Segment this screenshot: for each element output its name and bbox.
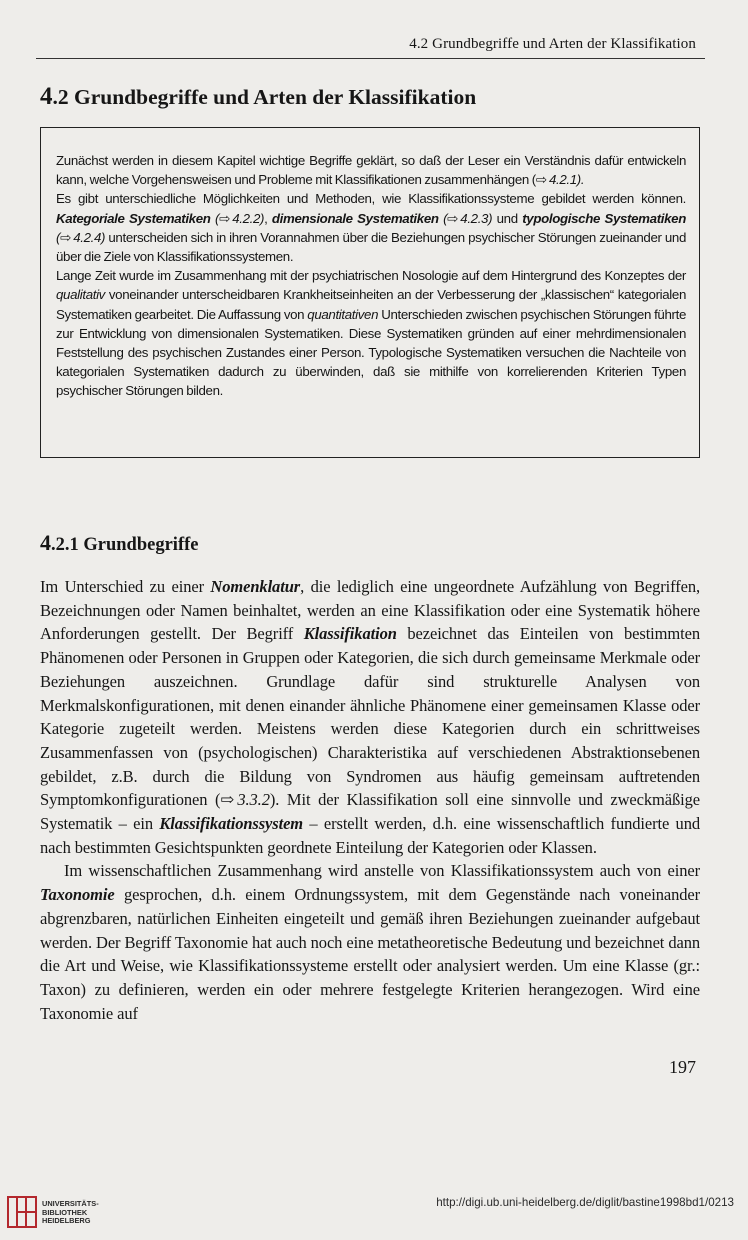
section-title-text: Grundbegriffe und Arten der Klassifikation [74, 85, 477, 109]
right-arrow-icon: ⇨ [535, 172, 547, 188]
body-span: bezeichnet das Einteilen von bestimmten Phänomenen oder Personen in Gruppen oder Kategorien, die sich durch gemeinsame Merkmale oder Beziehungen auszeichnen. Grundlage dafür sind strukturelle Analysen von Merkmalskonfigurationen, mit denen einander ähnliche Phänomene einer gemeinsamen Klasse oder Kategorie zugeteilt werden. Meistens werden diese Kategorien durch ein schrittweises Zusammenfassen von (psychologischen) Charakteristika auf verschiedenen Abstraktionsebenen gebildet, z.B. durch die Bildung von Syndromen aus häufig gemeinsam auftretenden Symptomkonfigurationen ( [40, 624, 700, 810]
body-span: Im wissenschaftlichen Zusammenhang wird anstelle von Klassifikationssystem auch von einer [64, 861, 700, 881]
term-klassifikationssystem: Klassifikationssystem [159, 814, 304, 834]
body-paragraph-2 [40, 859, 700, 1025]
summary-text: voneinander unterscheidbaren Krankheitseinheiten an der Verbesserung der „klassischen“ kategorialen Systematiken gearbeitet. Die Auffassung von [56, 287, 686, 322]
library-name: UNIVERSITÄTS- BIBLIOTHEK HEIDELBERG [42, 1199, 99, 1225]
term-qualitativ: qualitativ [56, 287, 105, 303]
summary-text: Lange Zeit wurde im Zusammenhang mit der psychiatrischen Nosologie auf dem Hintergrund des Konzeptes der [56, 268, 686, 284]
cross-reference[interactable]: 3.3.2 [237, 790, 270, 810]
right-arrow-icon: ⇨ [60, 229, 71, 245]
right-arrow-icon: ⇨ [447, 210, 458, 226]
section-title [40, 83, 476, 111]
term-typologische: typologische Systematiken [522, 210, 686, 226]
cross-reference[interactable]: 4.2.2 [232, 210, 261, 226]
header-rule [36, 58, 705, 59]
subsection-number-major: 4 [40, 530, 51, 555]
summary-text: , [264, 210, 272, 226]
term-nomenklatur: Nomenklatur [210, 577, 301, 596]
summary-paragraph-1 [56, 151, 686, 189]
subsection-title-text: Grundbegriffe [83, 535, 199, 555]
summary-text: Unterschieden zwischen psychischen Störungen führte zur Entwicklung von dimensionalen Systematiken. Diese Systematiken gründen auf einer mehrdimensionalen Feststellung des psychischen Zustandes einer Person. Typologische Systematiken versuchen die Nachteile von kategorialen Systematiken dadurch zu überwinden, daß sie mithilfe von korrelierenden Kriterien Typen psychischer Störungen bilden. [56, 306, 686, 399]
running-head: 4.2 Grundbegriffe und Arten der Klassifikation [409, 36, 696, 52]
body-span: – erstellt werden, d.h. eine wissenschaftlich fundierte und nach bestimmten Gesichtspunkten geordnete Einteilung der Kategorien oder Klassen. [40, 814, 700, 857]
summary-text: und [492, 210, 523, 226]
body-text [40, 575, 700, 1025]
right-arrow-icon: ⇨ [219, 210, 230, 226]
term-klassifikation: Klassifikation [303, 624, 397, 644]
body-span: , die lediglich eine ungeordnete Aufzählung von Begriffen, Bezeichnungen oder Namen beinhaltet, werden an eine Klassifikation oder eine Systematik höhere Anforderungen gestellt. Der Begriff [40, 577, 700, 644]
subsection-title [40, 530, 198, 556]
term-quantitativen: quantitativen [307, 306, 379, 322]
summary-text: unterscheiden sich in ihren Vorannahmen über die Beziehungen psychischer Störungen zueinander und über die Ziele von Klassifikationssystemen. [56, 229, 686, 265]
term-kategoriale: Kategoriale Systematiken [56, 210, 211, 226]
section-number-major: 4 [40, 83, 53, 110]
body-span: Im Unterschied zu einer [40, 577, 211, 596]
body-span: gesprochen, d.h. einem Ordnungssystem, mit dem Gegenstände nach voneinander abgrenzbaren, natürlichen Einheiten eingeteilt und gemäß ihren Beziehungen zueinander aufgebaut werden. Der Begriff Taxonomie hat auch noch eine metatheoretische Bedeutung und bezeichnet dann die Art und Weise, wie Klassifikationssysteme erstellt oder analysiert werden. Um eine Klasse (gr.: Taxon) zu definieren, werden ein oder mehrere festgelegte Kriterien herangezogen. Wird eine Taxonomie auf [40, 885, 700, 1023]
term-taxonomie: Taxonomie [40, 885, 115, 905]
cross-reference[interactable]: 4.2.1 [548, 172, 577, 188]
cross-reference[interactable]: 4.2.3 [460, 210, 489, 226]
source-url-link[interactable]: http://digi.ub.uni-heidelberg.de/diglit/bastine1998bd1/0213 [436, 1196, 734, 1209]
summary-text: Zunächst werden in diesem Kapitel wichtige Begriffe geklärt, so daß der Leser ein Verständnis dafür entwickeln kann, welche Vorgehensweisen und Probleme mit Klassifikationen zusammenhängen ( [56, 153, 686, 188]
section-number-minor: .2 [52, 85, 69, 109]
right-arrow-icon: ⇨ [220, 790, 235, 810]
subsection-number-minor: .2.1 [51, 535, 79, 555]
summary-text: ). [576, 172, 585, 188]
cross-reference[interactable]: 4.2.4 [73, 229, 102, 245]
chapter-summary-box [40, 127, 700, 458]
body-paragraph-1 [40, 575, 700, 859]
heidelberg-library-logo [6, 1195, 126, 1233]
library-logo-icon [6, 1195, 38, 1229]
summary-text: Es gibt unterschiedliche Möglichkeiten und Methoden, wie Klassifikationssysteme gebildet werden können. [56, 191, 686, 207]
page-number: 197 [669, 1057, 696, 1077]
summary-paragraph-3 [56, 266, 686, 400]
summary-paragraph-2: Es gibt unterschiedliche Möglichkeiten und Methoden, wie Klassifikationssysteme gebildet werden können. Kategoriale Systematiken (⇨ 4.2.2), dimensionale Systematiken (⇨ 4.2.3) und typologische Systematiken (⇨ 4.2.4) unterscheiden sich in ihren Vorannahmen über die Beziehungen psychischer Störungen zueinander und über die Ziele von Klassifikationssystemen. [56, 191, 686, 265]
term-dimensionale: dimensionale Systematiken [271, 210, 439, 226]
body-span: ). Mit der Klassifikation soll eine sinnvolle und zweckmäßige Systematik – ein [40, 790, 700, 834]
